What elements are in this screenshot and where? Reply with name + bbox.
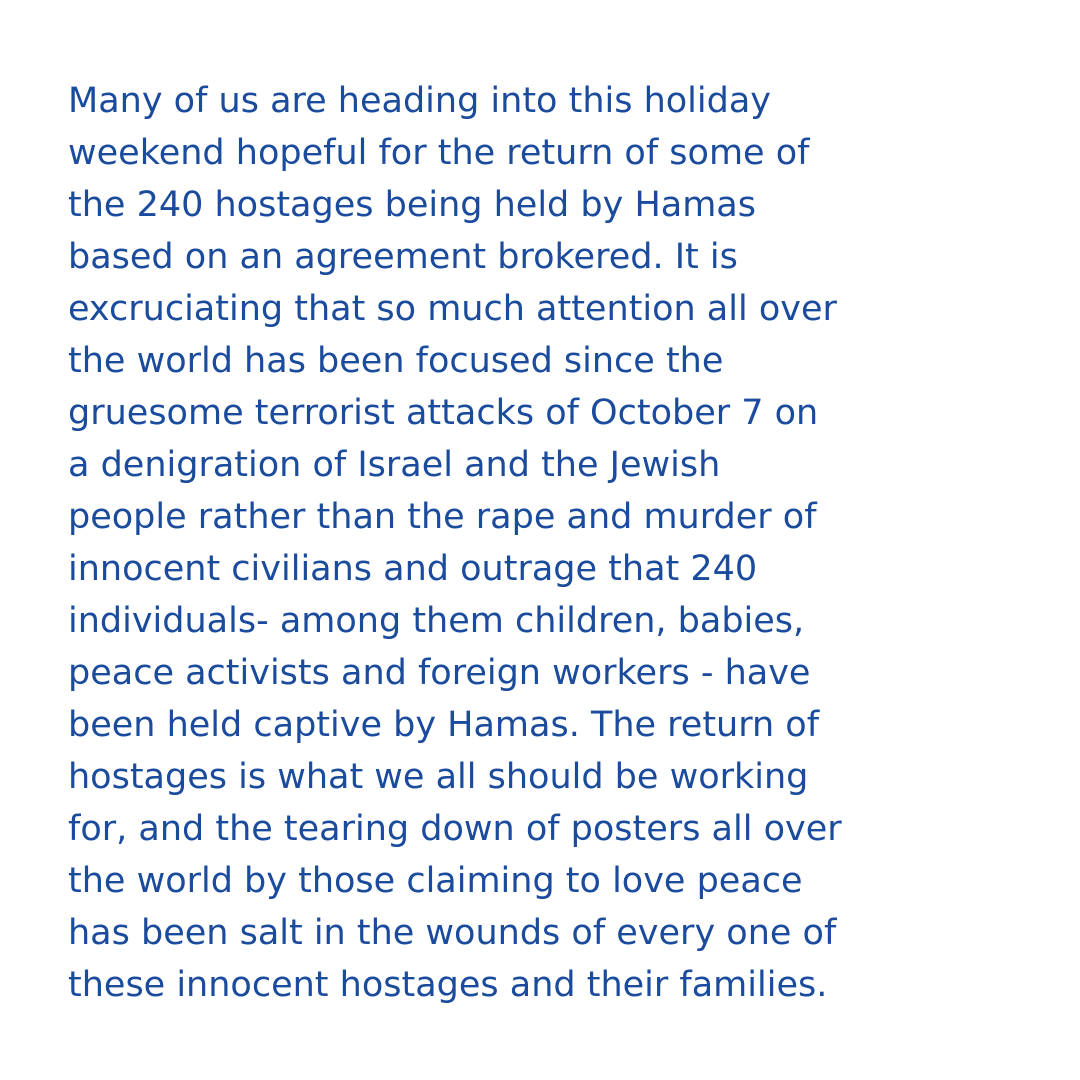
statement-line: Many of us are heading into this holiday: [68, 81, 772, 121]
statement-line: has been salt in the wounds of every one of: [68, 913, 837, 953]
statement-line: innocent civilians and outrage that 240: [68, 549, 758, 589]
statement-line: for, and the tearing down of posters all over: [68, 809, 842, 849]
statement-line: peace activists and foreign workers - have: [68, 653, 811, 693]
statement-line: individuals- among them children, babies,: [68, 601, 805, 641]
statement-line: hostages is what we all should be working: [68, 757, 809, 797]
statement-line: gruesome terrorist attacks of October 7 on: [68, 393, 819, 433]
statement-line: been held captive by Hamas. The return of: [68, 705, 820, 745]
statement-line: the world by those claiming to love peace: [68, 861, 803, 901]
statement-line: weekend hopeful for the return of some of: [68, 133, 810, 173]
statement-line: a denigration of Israel and the Jewish: [68, 445, 721, 485]
statement-paragraph: [68, 75, 1058, 1011]
statement-line: people rather than the rape and murder of: [68, 497, 817, 537]
statement-line: these innocent hostages and their families.: [68, 965, 828, 1005]
statement-line: excruciating that so much attention all over: [68, 289, 837, 329]
statement-line: the 240 hostages being held by Hamas: [68, 185, 756, 225]
statement-line: the world has been focused since the: [68, 341, 724, 381]
statement-line: based on an agreement brokered. It is: [68, 237, 738, 277]
